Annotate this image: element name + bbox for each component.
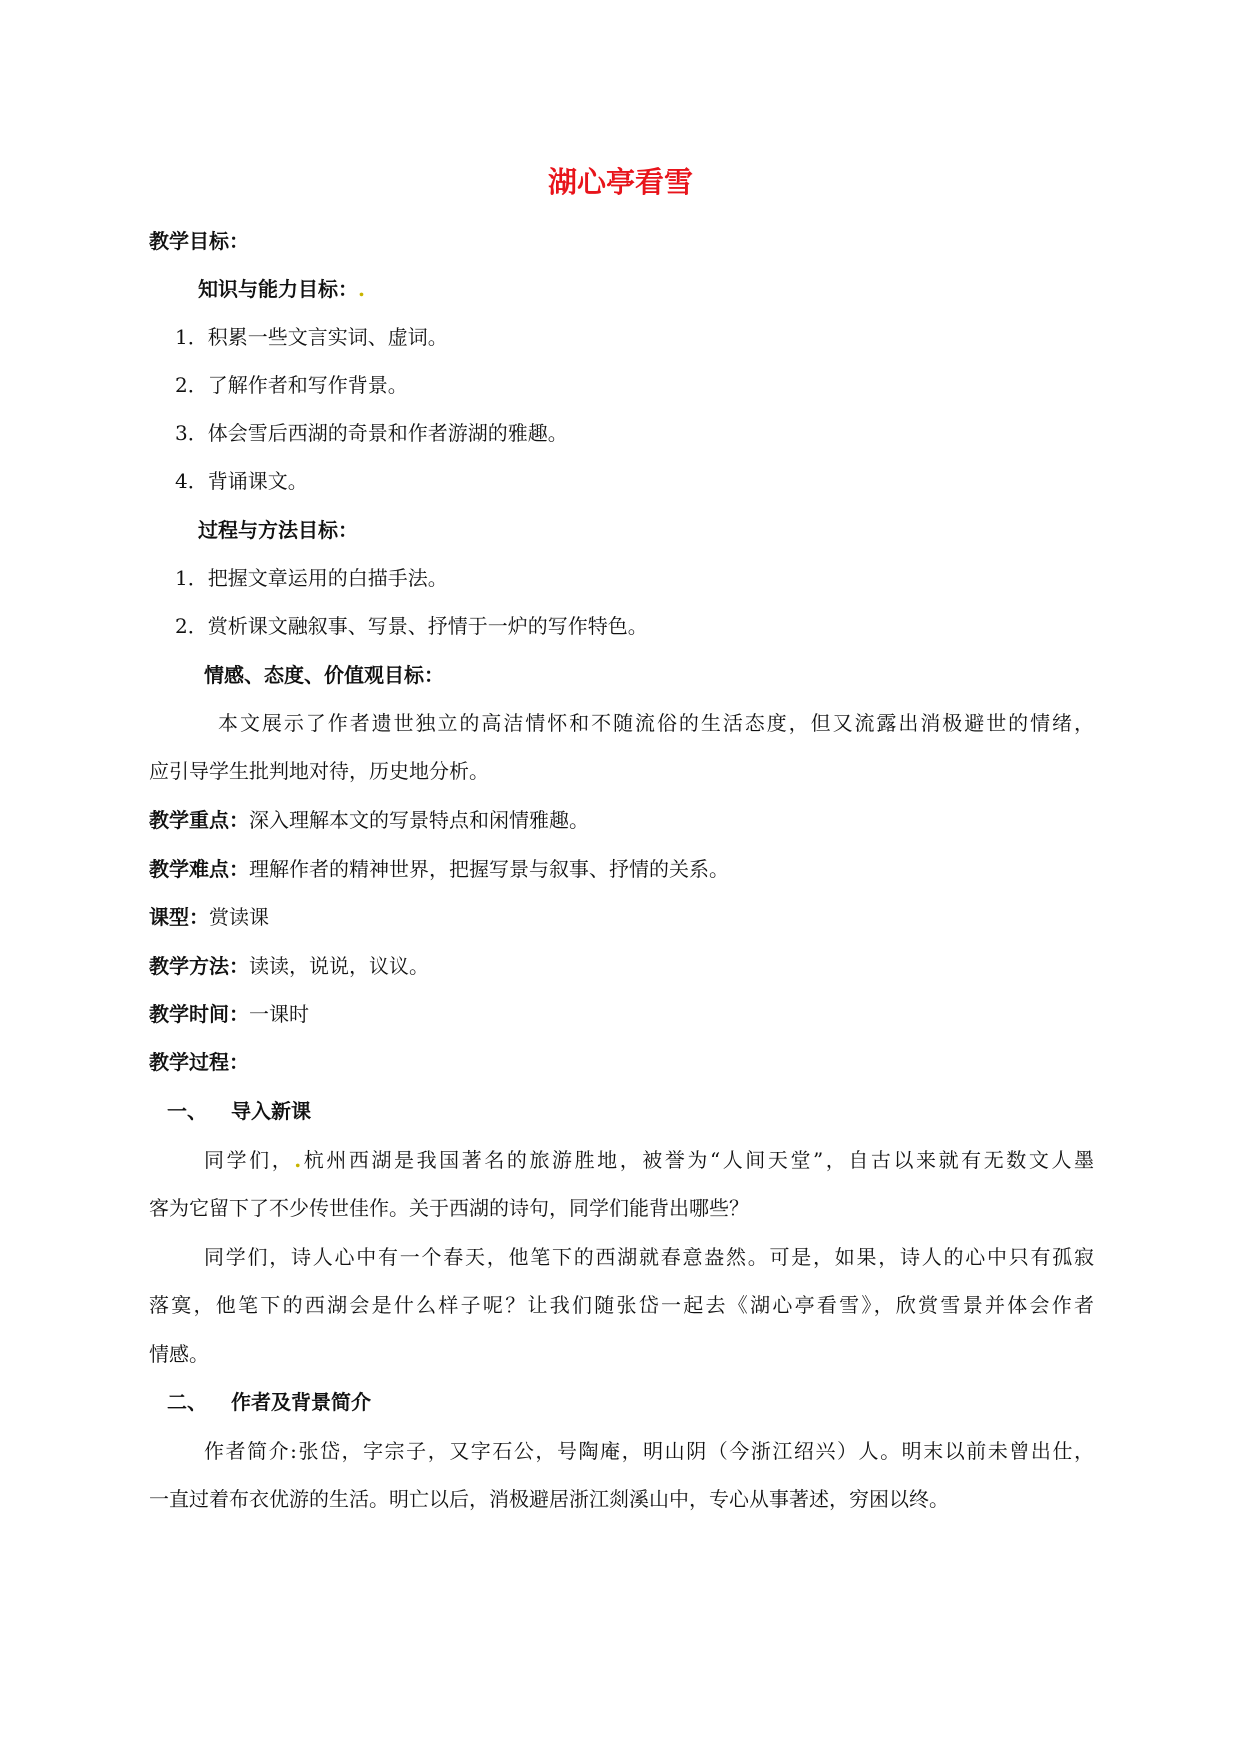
intro-paragraph-line: 客为它留下了不少传世佳作。关于西湖的诗句，同学们能背出哪些？ [149,1196,749,1220]
teaching-time-text: 一课时 [249,1002,309,1026]
section-title: 作者及背景简介 [231,1390,371,1414]
knowledge-item: 3．体会雪后西湖的奇景和作者游湖的雅趣。 [175,421,568,445]
difficulty-text: 理解作者的精神世界，把握写景与叙事、抒情的关系。 [249,857,729,881]
teaching-method-label: 教学方法： [149,954,249,978]
section-title: 导入新课 [231,1099,311,1123]
section-number: 一、 [167,1099,207,1123]
knowledge-item: 4．背诵课文。 [175,469,308,493]
emotion-line: 应引导学生批判地对待，历史地分析。 [149,759,489,783]
knowledge-item: 1．积累一些文言实词、虚词。 [175,325,448,349]
lesson-type-text: 赏读课 [209,905,269,929]
teaching-method-text: 读读，说说，议议。 [249,954,429,978]
document-title: 湖心亭看雪 [547,165,693,199]
key-point-text: 深入理解本文的写景特点和闲情雅趣。 [249,808,589,832]
knowledge-heading-mark: . [358,277,365,301]
intro-paragraph-line: 同学们，诗人心中有一个春天，他笔下的西湖就春意盎然。可是，如果，诗人的心中只有孤寂 [204,1245,1094,1269]
teaching-time-label: 教学时间： [149,1002,249,1026]
section-heading-2 [167,1388,371,1416]
process-item: 1．把握文章运用的白描手法。 [175,566,448,590]
teaching-time [149,1000,309,1028]
section-number: 二、 [167,1390,207,1414]
key-point [149,806,589,834]
section-heading-1 [167,1097,311,1125]
intro-mark: . [294,1148,302,1172]
teaching-process-heading: 教学过程： [149,1050,249,1074]
intro-text-b: 杭州西湖是我国著名的旅游胜地，被誉为“人间天堂”，自古以来就有无数文人墨 [301,1148,1095,1172]
difficulty-label: 教学难点： [149,857,249,881]
intro-paragraph-line: 落寞，他笔下的西湖会是什么样子呢？让我们随张岱一起去《湖心亭看雪》，欣赏雪景并体会作者 [149,1293,1094,1317]
emotion-line: 本文展示了作者遗世独立的高洁情怀和不随流俗的生活态度，但又流露出消极避世的情绪， [218,711,1094,735]
difficulty-point [149,855,729,883]
key-point-label: 教学重点： [149,808,249,832]
process-item: 2．赏析课文融叙事、写景、抒情于一炉的写作特色。 [175,614,648,638]
knowledge-heading [198,275,365,303]
knowledge-heading-text: 知识与能力目标： [198,277,358,301]
lesson-type [149,903,269,931]
author-paragraph-line: 作者简介:张岱，字宗子，又字石公，号陶庵，明山阴（今浙江绍兴）人。明末以前未曾出仕， [204,1439,1094,1463]
objectives-heading: 教学目标： [149,229,249,253]
lesson-type-label: 课型： [149,905,209,929]
intro-text-a: 同学们， [204,1148,295,1172]
intro-paragraph-line [204,1146,1094,1174]
emotion-heading: 情感、态度、价值观目标： [204,663,444,687]
intro-paragraph-line: 情感。 [149,1342,209,1366]
process-heading: 过程与方法目标： [198,518,358,542]
teaching-method [149,952,429,980]
author-paragraph-line: 一直过着布衣优游的生活。明亡以后，消极避居浙江剡溪山中，专心从事著述，穷困以终。 [149,1487,949,1511]
knowledge-item: 2．了解作者和写作背景。 [175,373,408,397]
